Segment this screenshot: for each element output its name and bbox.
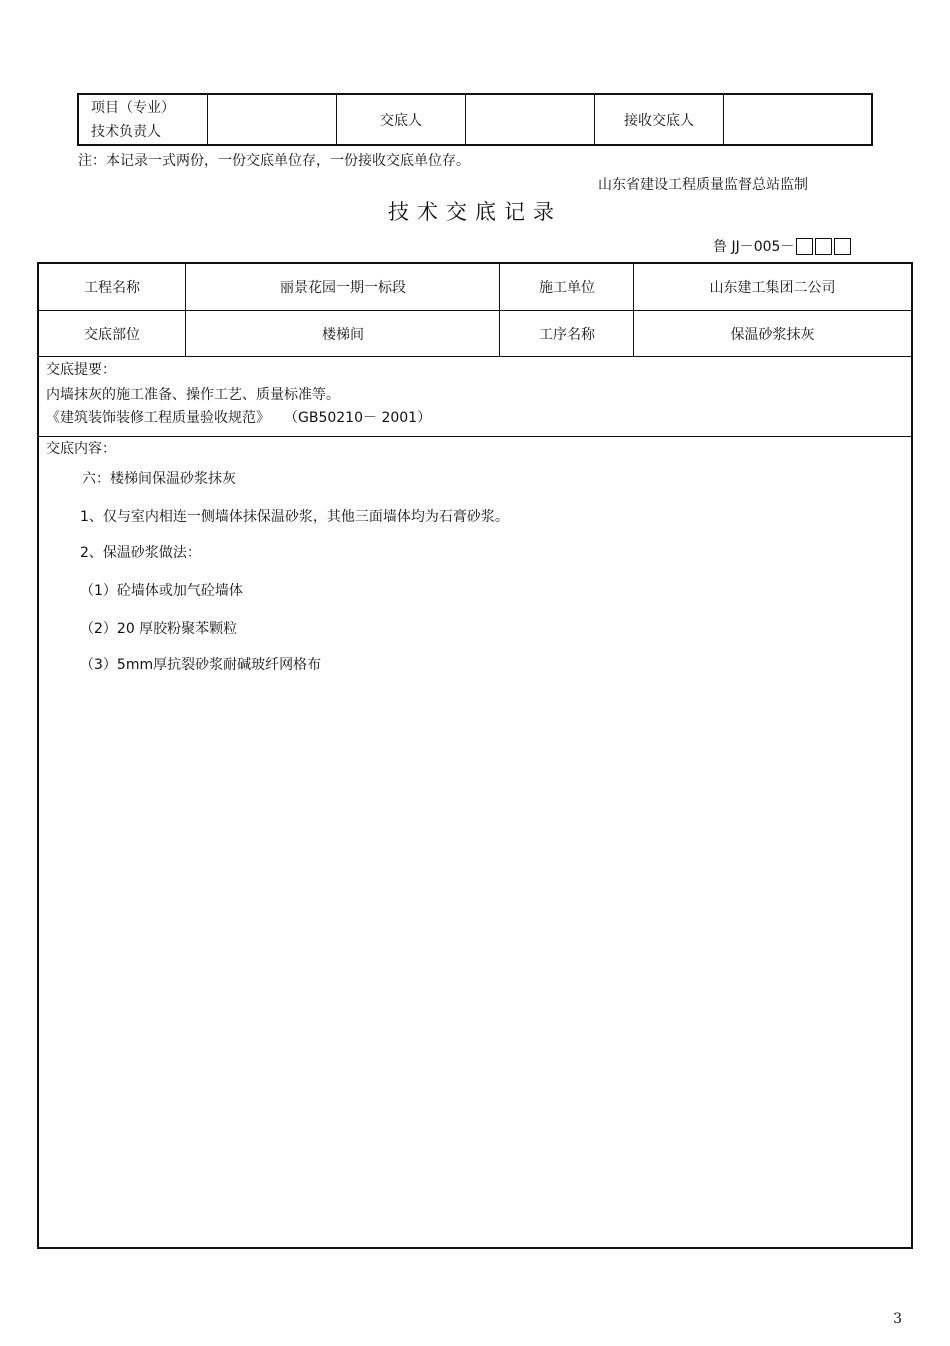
presenter-label: 交底人 xyxy=(337,94,466,145)
project-lead-value[interactable] xyxy=(208,94,337,145)
row-summary xyxy=(39,357,911,437)
process-label: 工序名称 xyxy=(499,311,634,356)
project-name-value[interactable]: 丽景花园一期一标段 xyxy=(185,264,500,310)
project-name-label: 工程名称 xyxy=(84,280,140,296)
summary-label: 交底提要： xyxy=(46,362,116,378)
location-label: 交底部位 xyxy=(84,326,140,343)
row-project xyxy=(39,264,911,311)
project-lead-label xyxy=(78,94,208,145)
signature-table xyxy=(77,93,873,146)
content-line: （3）5mm厚抗裂砂浆耐碱玻纤网格布 xyxy=(80,657,322,673)
presenter-value[interactable] xyxy=(466,94,595,145)
contractor-value[interactable]: 山东建工集团二公司 xyxy=(633,264,911,310)
record-note: 注：本记录一式两份，一份交底单位存，一份接收交底单位存。 xyxy=(78,153,470,169)
project-lead-label-line2: 技术负责人 xyxy=(91,123,161,140)
content-line: 1、仅与室内相连一侧墙体抹保温砂浆，其他三面墙体均为石膏砂浆。 xyxy=(80,509,509,525)
code-box-3[interactable] xyxy=(834,238,851,255)
receiver-label: 接收交底人 xyxy=(595,94,724,145)
summary-line: 内墙抹灰的施工准备、操作工艺、质量标准等。 xyxy=(46,387,340,403)
code-box-2[interactable] xyxy=(815,238,832,255)
page-number: 3 xyxy=(893,1311,902,1327)
project-lead-label-line1: 项目（专业） xyxy=(91,99,175,116)
issuer-text: 山东省建设工程质量监督总站监制 xyxy=(598,177,808,193)
contractor-label: 施工单位 xyxy=(499,264,634,310)
process-value[interactable]: 保温砂浆抹灰 xyxy=(633,311,911,356)
form-code xyxy=(713,236,851,256)
content-line: （2）20 厚胶粉聚苯颗粒 xyxy=(80,621,238,637)
disclosure-form xyxy=(37,262,913,1249)
receiver-value[interactable] xyxy=(724,94,873,145)
row-location xyxy=(39,311,911,357)
code-box-1[interactable] xyxy=(796,238,813,255)
page-title: 技术交底记录 xyxy=(388,200,562,224)
content-area xyxy=(39,437,911,1247)
content-line: 2、保温砂浆做法： xyxy=(80,545,201,561)
content-line: 六：楼梯间保温砂浆抹灰 xyxy=(82,471,236,487)
form-code-prefix: 鲁 JJ－005－ xyxy=(713,239,795,255)
content-line: （1）砼墙体或加气砼墙体 xyxy=(80,583,243,599)
location-value[interactable]: 楼梯间 xyxy=(185,311,500,356)
content-label: 交底内容： xyxy=(46,441,116,457)
summary-line: 《建筑装饰装修工程质量验收规范》 （GB50210－ 2001） xyxy=(46,410,432,426)
